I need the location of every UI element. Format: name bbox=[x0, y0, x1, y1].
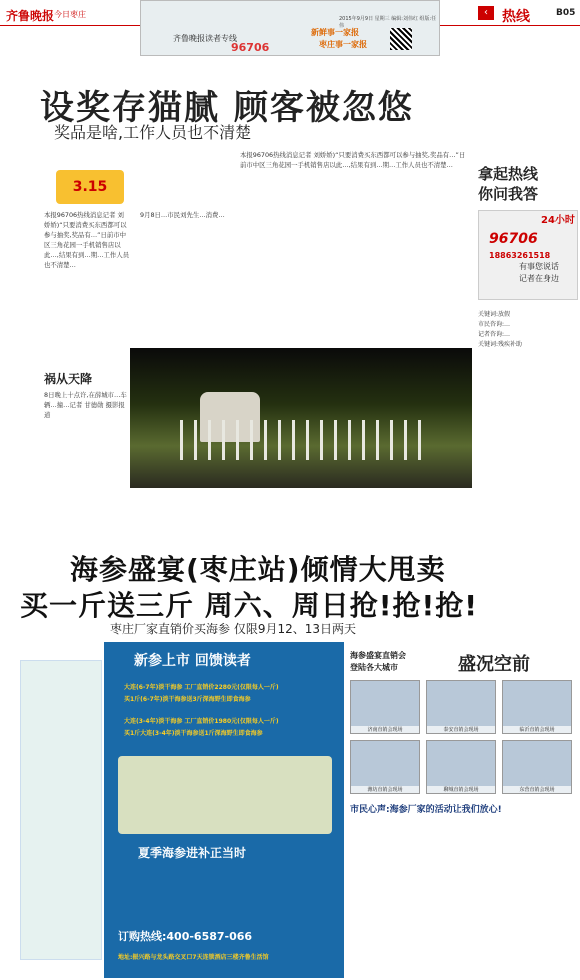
page-number: B05 bbox=[556, 8, 576, 18]
event-photo bbox=[426, 740, 496, 794]
page-date: 2015年9月9日 星期三 编辑:刘伟红 组版:任伟 bbox=[339, 16, 437, 29]
note-q1: 市民咨询:… bbox=[478, 321, 511, 328]
event-photo bbox=[502, 740, 572, 794]
event-photo bbox=[350, 680, 420, 734]
event-photo bbox=[502, 680, 572, 734]
banner-label: 齐鲁晚报读者专线 bbox=[173, 34, 237, 43]
banner-slogan2: 枣庄事一家报 bbox=[319, 40, 367, 49]
ad-headline-1: 海参盛宴(枣庄站)倾情大甩卖 bbox=[70, 553, 446, 586]
hotline-mobile: 18863261518 bbox=[489, 251, 551, 260]
event-caption: 泰安直销会现场 bbox=[427, 726, 495, 733]
note-editor: 关键词:放假 bbox=[478, 311, 511, 318]
ad-mid-subtitle: 夏季海参进补正当时 bbox=[138, 846, 247, 860]
sidebar-title bbox=[478, 164, 538, 204]
logo: 齐鲁晚报 bbox=[6, 9, 55, 23]
article-col3: 本报96706热线消息记者 刘娇娇)“只要消费买东西都可以参与抽奖,奖品有…”日前市中区三角花园一手机销售店以此…,结果有到…期…工作人员也不清楚… bbox=[240, 151, 466, 169]
ad-middle bbox=[104, 642, 344, 978]
hotline-line2: 记者在身边 bbox=[519, 274, 559, 283]
right-ad-titles bbox=[350, 650, 406, 674]
event-caption: 济南直销会现场 bbox=[351, 726, 419, 733]
headline: 设奖存猫腻 顾客被忽悠 bbox=[40, 88, 414, 128]
ad-mid-g3: 大连(3-4年)淡干海参 工厂直销价1980元(仅限每人一斤) bbox=[124, 718, 279, 725]
hotline-tab bbox=[474, 0, 580, 26]
note-a1: 记者咨询:… bbox=[478, 331, 511, 338]
sidebar-title-1: 拿起热线 bbox=[478, 165, 539, 183]
ad-mid-g2: 买1斤(6-7年)淡干海参送3斤深海野生即食海参 bbox=[124, 696, 251, 703]
seacucumber-photo bbox=[118, 756, 332, 834]
article-col2: 9月8日…市民刘先生…消费… bbox=[140, 211, 225, 219]
fence-in-photo bbox=[180, 420, 430, 460]
sub-headline: 祸从天降 bbox=[44, 372, 93, 386]
qr-code-icon bbox=[390, 28, 412, 50]
ad-mid-g1: 大连(6-7年)淡干海参 工厂直销价2280元(仅限每人一斤) bbox=[124, 684, 279, 691]
event-caption: 潍坊直销会现场 bbox=[351, 786, 419, 793]
hotline-line1: 有事您说话 bbox=[519, 262, 559, 271]
event-caption: 临沂直销会现场 bbox=[503, 726, 571, 733]
ad-mid-addr: 地址:振兴路与龙头路交叉口7天连锁酒店三楼齐鲁生活馆 bbox=[118, 954, 269, 961]
ad-headline-2: 买一斤送三斤 周六、周日抢!抢!抢! bbox=[20, 589, 479, 622]
right-ad-big: 盛况空前 bbox=[458, 654, 530, 675]
event-photo-grid bbox=[350, 680, 576, 800]
event-caption: 聊城直销会现场 bbox=[427, 786, 495, 793]
subheadline: 奖品是啥,工作人员也不清楚 bbox=[54, 123, 252, 142]
banner-slogan1: 新鲜事一家报 bbox=[311, 28, 359, 37]
photo-caption: 8日晚上十点许,在薛城市…车辆…撞…记者 甘德勋 摄影报道 bbox=[44, 391, 127, 419]
section-label: 今日枣庄 bbox=[54, 10, 86, 19]
ad-mid-call: 订购热线:400-6587-066 bbox=[118, 930, 253, 943]
24h-label: 24小时 bbox=[541, 215, 575, 226]
ad-mid-title: 新参上市 回馈读者 bbox=[134, 653, 251, 669]
ad-headline-3: 枣庄厂家直销价买海参 仅限9月12、13日两天 bbox=[110, 622, 356, 636]
banner-number: 96706 bbox=[231, 41, 270, 54]
event-caption: 东营直销会现场 bbox=[503, 786, 571, 793]
ad-mid-g4: 买1斤大连(3-4年)淡干海参送1斤深海野生即食海参 bbox=[124, 730, 263, 737]
side-notes bbox=[478, 310, 578, 350]
event-photo bbox=[350, 740, 420, 794]
right-ad-t1: 海参盛宴直销会 bbox=[350, 651, 406, 660]
right-ad-t2: 登陆各大城市 bbox=[350, 663, 398, 672]
chevron-left-icon: ‹ bbox=[478, 6, 494, 20]
hotline-box bbox=[478, 210, 578, 300]
hotline-label: 热线 bbox=[502, 9, 530, 25]
ad-left-column bbox=[20, 660, 102, 960]
sidebar-title-2: 你问我答 bbox=[478, 185, 539, 203]
315-badge: 3.15 bbox=[56, 170, 124, 204]
article-col1: 本报96706热线消息记者 刘娇娇)“只要消费买东西都可以参与抽奖,奖品有…”日前市中区三角花园一手机销售店以此…,结果有到…期…工作人员也不清楚… bbox=[44, 211, 130, 269]
voice-headline: 市民心声:海参厂家的活动让我们放心! bbox=[350, 805, 502, 815]
event-photo bbox=[426, 680, 496, 734]
hotline-number: 96706 bbox=[489, 231, 538, 247]
note-editor2: 关键词:残疾补助 bbox=[478, 341, 523, 348]
news-photo bbox=[130, 348, 472, 488]
